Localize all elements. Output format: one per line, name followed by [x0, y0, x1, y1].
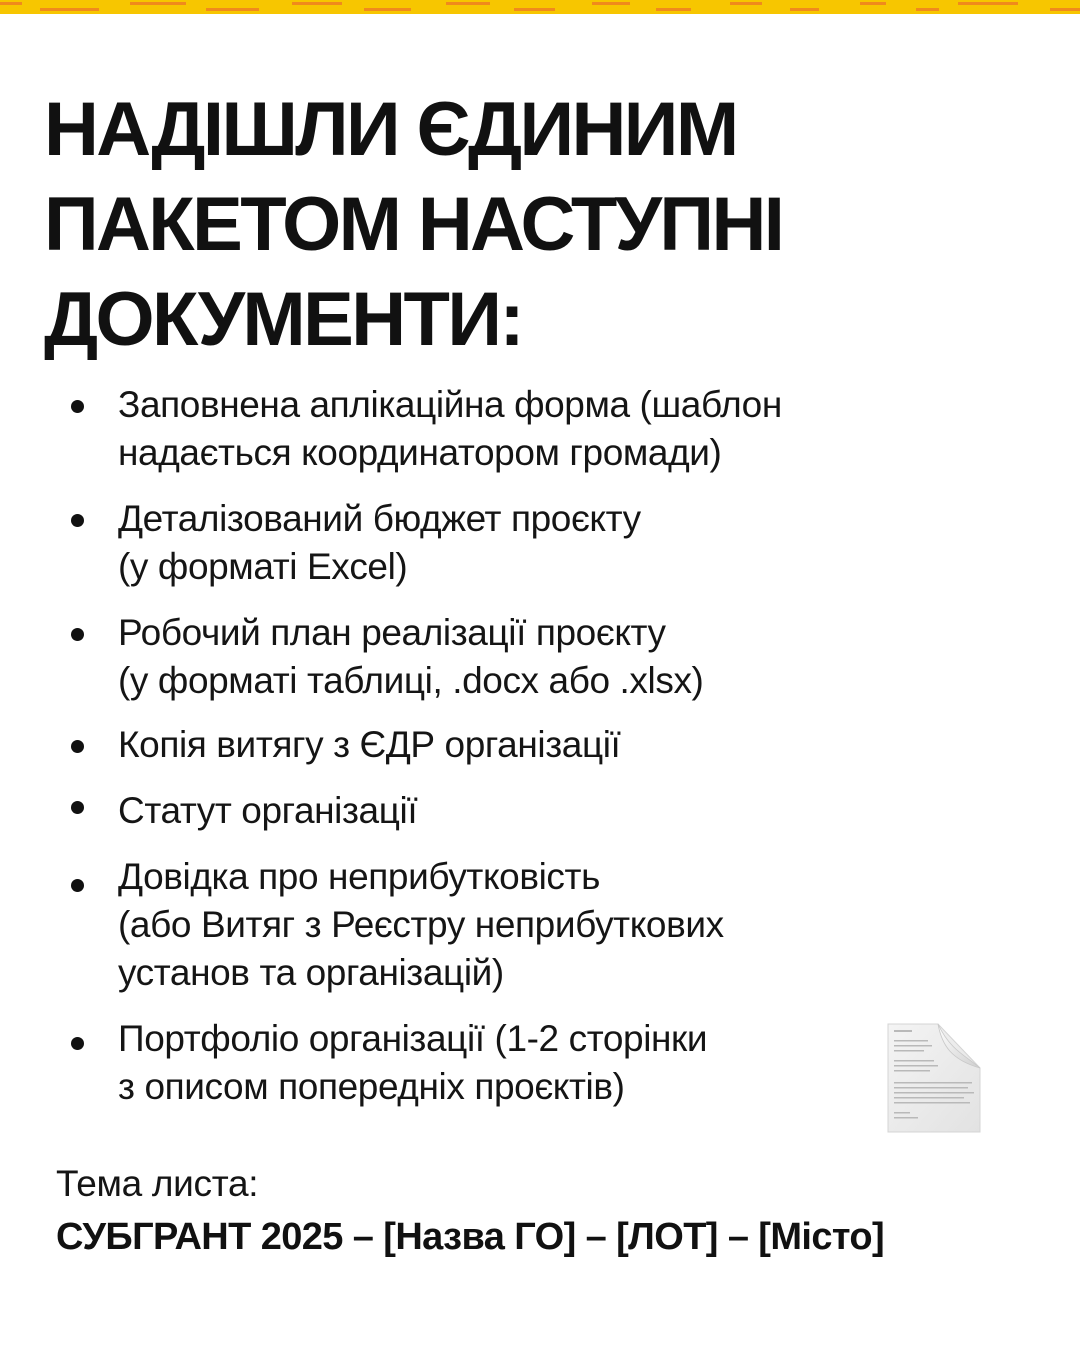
- list-item-non-profit-certificate: [118, 853, 918, 997]
- border-stitch: [514, 8, 555, 11]
- page-title-line-3: ДОКУМЕНТИ:: [44, 277, 523, 362]
- list-item-text: Копія витягу з ЄДР організації: [118, 724, 621, 765]
- bullet-icon: [71, 628, 84, 641]
- list-item-text: Робочий план реалізації проєкту: [118, 612, 666, 653]
- list-item-text: надається координатором громади): [118, 432, 722, 473]
- page-title: [44, 82, 1044, 367]
- document-page-icon: [880, 1020, 984, 1136]
- list-item-text: установ та організацій): [118, 952, 504, 993]
- bullet-icon: [71, 1037, 84, 1050]
- bullet-icon: [71, 801, 84, 814]
- border-stitch: [790, 8, 819, 11]
- decorative-top-border: [0, 0, 1080, 14]
- list-item-text: Довідка про неприбутковість: [118, 856, 600, 897]
- border-stitch: [206, 8, 259, 11]
- list-item-text: (у форматі таблиці, .docx або .xlsx): [118, 660, 704, 701]
- border-stitch: [958, 2, 1018, 5]
- border-stitch: [40, 8, 99, 11]
- bullet-icon: [71, 400, 84, 413]
- border-stitch: [592, 2, 630, 5]
- list-item-statute: [118, 787, 918, 835]
- list-item-text: Заповнена аплікаційна форма (шаблон: [118, 384, 782, 425]
- list-item-application-form: [118, 381, 918, 477]
- list-item-work-plan: [118, 609, 918, 705]
- bullet-icon: [71, 740, 84, 753]
- list-item-text: (або Витяг з Реєстру неприбуткових: [118, 904, 724, 945]
- bullet-icon: [71, 879, 84, 892]
- list-item-edr-extract: [118, 721, 918, 769]
- list-item-text: Портфоліо організації (1-2 сторінки: [118, 1018, 708, 1059]
- page-title-line-1: НАДІШЛИ ЄДИНИМ: [44, 87, 737, 172]
- list-item-budget: [118, 495, 918, 591]
- border-stitch: [656, 8, 691, 11]
- border-stitch: [860, 2, 886, 5]
- email-subject-template: СУБГРАНТ 2025 – [Назва ГО] – [ЛОТ] – [Місто]: [56, 1216, 885, 1258]
- bullet-icon: [71, 514, 84, 527]
- border-stitch: [292, 2, 342, 5]
- list-item-text: (у форматі Excel): [118, 546, 408, 587]
- border-stitch: [364, 8, 411, 11]
- border-stitch: [0, 2, 22, 5]
- page-title-line-2: ПАКЕТОМ НАСТУПНІ: [44, 182, 783, 267]
- border-stitch: [130, 2, 186, 5]
- border-stitch: [446, 2, 490, 5]
- list-item-text: Статут організації: [118, 790, 418, 831]
- border-stitch: [730, 2, 762, 5]
- border-stitch: [1050, 8, 1080, 11]
- list-item-text: з описом попередніх проєктів): [118, 1066, 625, 1107]
- email-subject-label: Тема листа:: [56, 1163, 259, 1204]
- border-stitch: [916, 8, 939, 11]
- list-item-portfolio: [118, 1015, 918, 1111]
- list-item-text: Деталізований бюджет проєкту: [118, 498, 641, 539]
